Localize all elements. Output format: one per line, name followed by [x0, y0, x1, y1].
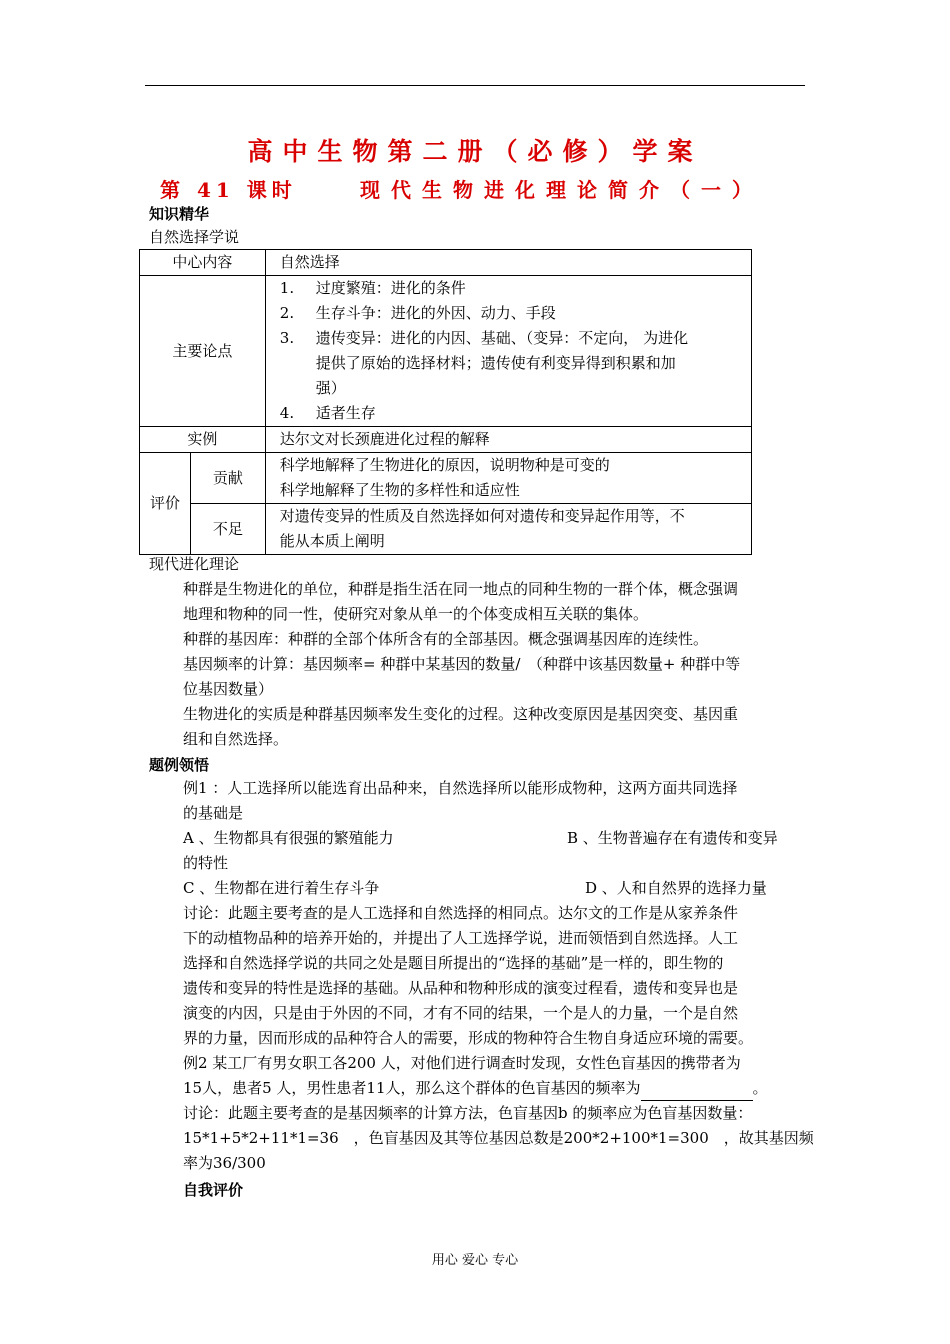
example2-question [183, 1051, 768, 1101]
row-value-example: 达尔文对长颈鹿进化过程的解释 [265, 427, 751, 453]
point-text-line: 过度繁殖：进化的条件 [315, 279, 466, 297]
points-list [280, 276, 751, 426]
row-label-evaluation: 评价 [140, 453, 191, 555]
section-heading-knowledge: 知识精华 [149, 205, 210, 223]
point-item [280, 401, 751, 426]
point-text-line: 强） [315, 379, 346, 397]
table-row [140, 250, 752, 276]
row-label-example: 实例 [140, 427, 266, 453]
point-text-line: 生存斗争：进化的外因、动力、手段 [315, 304, 556, 322]
deficiency-line: 对遗传变异的性质及自然选择如何对遗传和变异起作用等，不 [279, 507, 685, 525]
row-label-center: 中心内容 [140, 250, 266, 276]
row-value-center: 自然选择 [265, 250, 751, 276]
row-value-points [265, 276, 751, 427]
table-row [140, 427, 752, 453]
paragraph-line: 地理和物种的同一性，使研究对象从单一的个体变成相互关联的集体。 [183, 605, 649, 623]
paragraph-line: 下的动植物品种的培养开始的，并提出了人工选择学说，进而领悟到自然选择。人工 [183, 929, 739, 947]
question-text: 15人，患者5 人，男性患者11人，那么这个群体的色盲基因的频率为 [183, 1079, 641, 1097]
paragraph-line: 种群的基因库：种群的全部个体所含有的全部基因。概念强调基因库的连续性。 [183, 630, 709, 648]
paragraph-line: 遗传和变异的特性是选择的基础。从品种和物种形成的演变过程看，遗传和变异也是 [183, 979, 739, 997]
section-heading-self-eval: 自我评价 [183, 1181, 244, 1199]
row-value-deficiency [265, 504, 751, 555]
paragraph-line: 基因频率的计算：基因频率= 种群中某基因的数量/ （种群中该基因数量+ 种群中等 [183, 655, 741, 673]
contribution-line: 科学地解释了生物进化的原因，说明物种是可变的 [279, 456, 610, 474]
paragraph-line: 讨论：此题主要考查的是人工选择和自然选择的相同点。达尔文的工作是从家养条件 [183, 904, 739, 922]
paragraph-line: 的基础是 [183, 804, 244, 822]
point-item [280, 301, 751, 326]
contribution-line: 科学地解释了生物的多样性和适应性 [279, 481, 520, 499]
discussion1 [183, 901, 753, 1051]
paragraph-line: 率为36/300 [183, 1154, 266, 1172]
point-number: 4. [279, 404, 295, 422]
point-number: 1. [279, 279, 295, 297]
table-row [140, 504, 752, 555]
paragraph-line: 选择和自然选择学说的共同之处是题目所提出的“选择的基础”是一样的，即生物的 [183, 954, 724, 972]
paragraph-line: 界的力量，因而形成的品种符合人的需要，形成的物种符合生物自身适应环境的需要。 [183, 1029, 754, 1047]
discussion2 [183, 1101, 814, 1176]
modern-theory-paragraph [183, 577, 740, 752]
example1-question [183, 776, 737, 826]
paragraph-line: 例1 ：人工选择所以能选育出品种来，自然选择所以能形成物种，这两方面共同选择 [183, 779, 738, 797]
top-rule [145, 85, 805, 86]
deficiency-line: 能从本质上阐明 [279, 532, 385, 550]
lesson-number: 第 41 课时 [160, 178, 297, 202]
point-item [280, 326, 751, 401]
row-label-deficiency: 不足 [190, 504, 265, 555]
option-a: A 、生物都具有很强的繁殖能力 [183, 829, 394, 847]
paragraph-line: 种群是生物进化的单位，种群是指生活在同一地点的同种生物的一群个体，概念强调 [183, 580, 739, 598]
paragraph-line: 位基因数量） [183, 680, 274, 698]
option-b-continued: 的特性 [183, 854, 229, 872]
table-caption: 自然选择学说 [149, 228, 240, 246]
table-row [140, 276, 752, 427]
section-heading-modern-theory: 现代进化理论 [149, 555, 240, 573]
paragraph-line [183, 1076, 768, 1101]
paragraph-line: 讨论：此题主要考查的是基因频率的计算方法，色盲基因b 的频率应为色盲基因数量： [183, 1104, 753, 1122]
section-heading-examples: 题例领悟 [149, 756, 210, 774]
paragraph-line: 15*1+5*2+11*1=36 ，色盲基因及其等位基因总数是200*2+100*1=300 ，故其基因频 [183, 1129, 814, 1147]
option-c: C 、生物都在进行着生存斗争 [183, 879, 380, 897]
natural-selection-table [139, 249, 752, 555]
point-text-line: 适者生存 [315, 404, 376, 422]
paragraph-line: 组和自然选择。 [183, 730, 289, 748]
question-end: 。 [752, 1079, 768, 1097]
point-number: 2. [279, 304, 295, 322]
lesson-topic: 现代生物进化理论简介（一） [360, 178, 763, 202]
table-row [140, 453, 752, 504]
point-text-line: 提供了原始的选择材料；遗传使有利变异得到积累和加 [315, 354, 676, 372]
option-d: D 、人和自然界的选择力量 [585, 879, 767, 897]
option-b: B 、生物普遍存在有遗传和变异 [567, 829, 778, 847]
page-footer: 用心 爱心 专心 [431, 1253, 519, 1268]
row-label-points: 主要论点 [140, 276, 266, 427]
row-value-contribution [265, 453, 751, 504]
point-text-line: 遗传变异：进化的内因、基础、（变异：不定向， 为进化 [315, 329, 689, 347]
row-label-contribution: 贡献 [190, 453, 265, 504]
answer-blank[interactable] [641, 1082, 753, 1101]
page-title: 高中生物第二册（必修）学案 [247, 137, 703, 166]
paragraph-line: 例2 某工厂有男女职工各200 人，对他们进行调查时发现，女性色盲基因的携带者为 [183, 1054, 741, 1072]
paragraph-line: 演变的内因，只是由于外因的不同，才有不同的结果，一个是人的力量，一个是自然 [183, 1004, 739, 1022]
point-item [280, 276, 751, 301]
point-number: 3. [279, 329, 295, 347]
paragraph-line: 生物进化的实质是种群基因频率发生变化的过程。这种改变原因是基因突变、基因重 [183, 705, 739, 723]
